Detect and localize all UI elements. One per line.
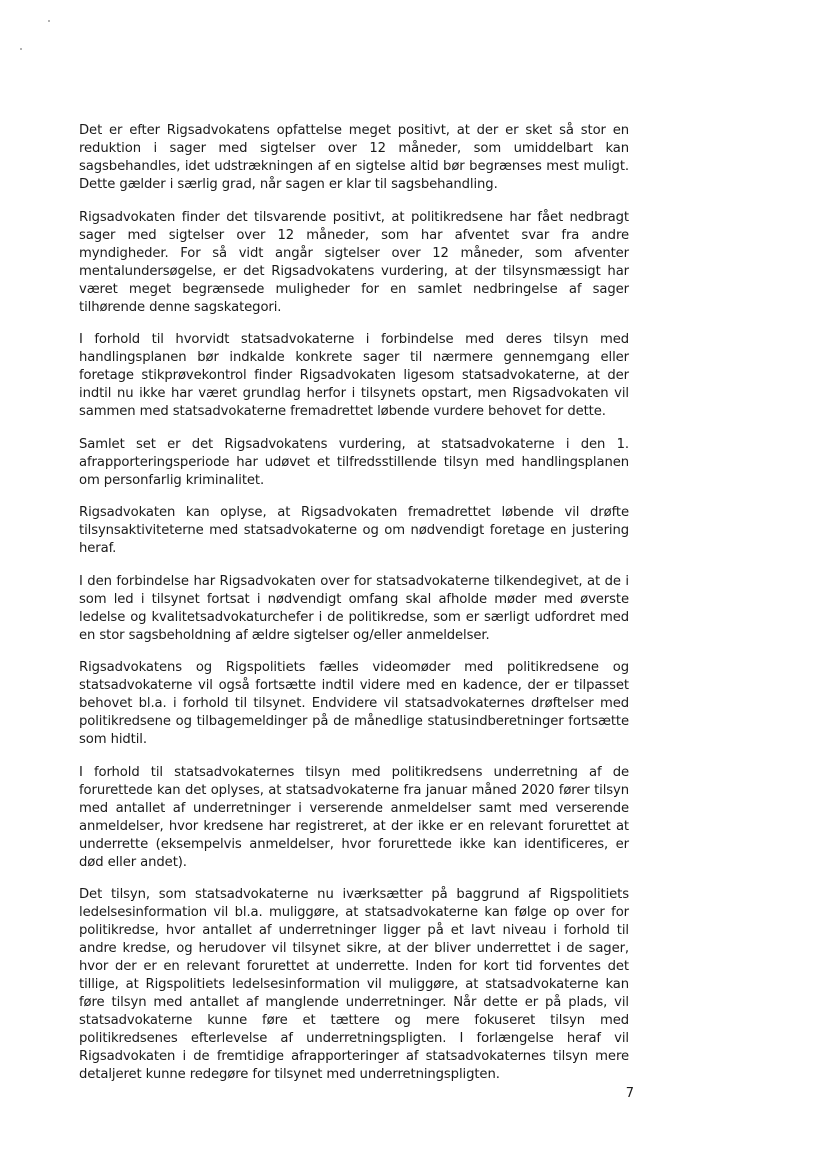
scan-speck	[20, 48, 22, 50]
paragraph-9: Det tilsyn, som statsadvokaterne nu iværksætter på baggrund af Rigspolitiets ledelsesinformation vil bl.a. muliggøre, at statsadvokaterne kan følge op over for politikredse, hvor antallet af underretninger ligger på et lavt niveau i forhold til andre kredse, og herudover vil tilsynet sikre, at der bliver underrettet i de sager, hvor der er en relevant forurettet at underrette. Inden for kort tid forventes det tillige, at Rigspolitiets ledelsesinformation vil muliggøre, at statsadvokaterne kan føre tilsyn med antallet af manglende underretninger. Når dette er på plads, vil statsadvokaterne kunne føre et tættere og mere fokuseret tilsyn med politikredsenes efterlevelse af underretningspligten. I forlængelse heraf vil Rigsadvokaten i de fremtidige afrapporteringer af statsadvokaternes tilsyn mere detaljeret kunne redegøre for tilsynet med underretningspligten.	[79, 887, 629, 1082]
paragraph-1: Det er efter Rigsadvokatens opfattelse meget positivt, at der er sket så stor en reduktion i sager med sigtelser over 12 måneder, som umiddelbart kan sagsbehandles, idet udstrækningen af en sigtelse altid bør begrænses mest muligt. Dette gælder i særlig grad, når sagen er klar til sagsbehandling.	[79, 123, 629, 192]
paragraph-4: Samlet set er det Rigsadvokatens vurdering, at statsadvokaterne i den 1. afrapporteringsperiode har udøvet et tilfredsstillende tilsyn med handlingsplanen om personfarlig kriminalitet.	[79, 436, 629, 488]
paragraph-7: Rigsadvokatens og Rigspolitiets fælles videomøder med politikredsene og statsadvokaterne vil også fortsætte indtil videre med en kadence, der er tilpasset behovet bl.a. i forhold til tilsynet. Endvidere vil statsadvokaternes drøftelser med politikredsene og tilbagemeldinger på de månedlige statusindberetninger fortsætte som hidtil.	[79, 660, 629, 747]
paragraph-6: I den forbindelse har Rigsadvokaten over for statsadvokaterne tilkendegivet, at de i som led i tilsynet fortsat i nødvendigt omfang skal afholde møder med øverste ledelse og kvalitetsadvokaturchefer i de politikredse, som er særligt udfordret med en stor sagsbeholdning af ældre sigtelser og/eller anmeldelser.	[79, 573, 629, 643]
paragraph-3: I forhold til hvorvidt statsadvokaterne i forbindelse med deres tilsyn med handlingsplanen bør indkalde konkrete sager til nærmere gennemgang eller foretage stikprøvekontrol finder Rigsadvokaten ligesom statsadvokaterne, at der indtil nu ikke har været grundlag herfor i tilsynets opstart, men Rigsadvokaten vil sammen med statsadvokaterne fremadrettet løbende vurdere behovet for dette.	[79, 332, 629, 419]
paragraph-5: Rigsadvokaten kan oplyse, at Rigsadvokaten fremadrettet løbende vil drøfte tilsynsaktiviteterne med statsadvokaterne og om nødvendigt foretage en justering heraf.	[79, 505, 629, 556]
page-number: 7	[625, 1086, 634, 1101]
document-body	[79, 122, 629, 1099]
paragraph-2: Rigsadvokaten finder det tilsvarende positivt, at politikredsene har fået nedbragt sager med sigtelser over 12 måneder, som har afventet svar fra andre myndigheder. For så vidt angår sigtelser over 12 måneder, som afventer mentalundersøgelse, er det Rigsadvokatens vurdering, at der tilsynsmæssigt har været meget begrænsede muligheder for en samlet nedbringelse af sager tilhørende denne sagskategori.	[79, 209, 629, 315]
scan-speck	[48, 20, 50, 22]
paragraph-8: I forhold til statsadvokaternes tilsyn med politikredsens underretning af de forurettede kan det oplyses, at statsadvokaterne fra januar måned 2020 fører tilsyn med antallet af underretninger i verserende anmeldelser samt med verserende anmeldelser, hvor kredsene har registreret, at der ikke er en relevant forurettet at underrette (eksempelvis anmeldelser, hvor forurettede ikke kan identificeres, er død eller andet).	[79, 764, 629, 870]
